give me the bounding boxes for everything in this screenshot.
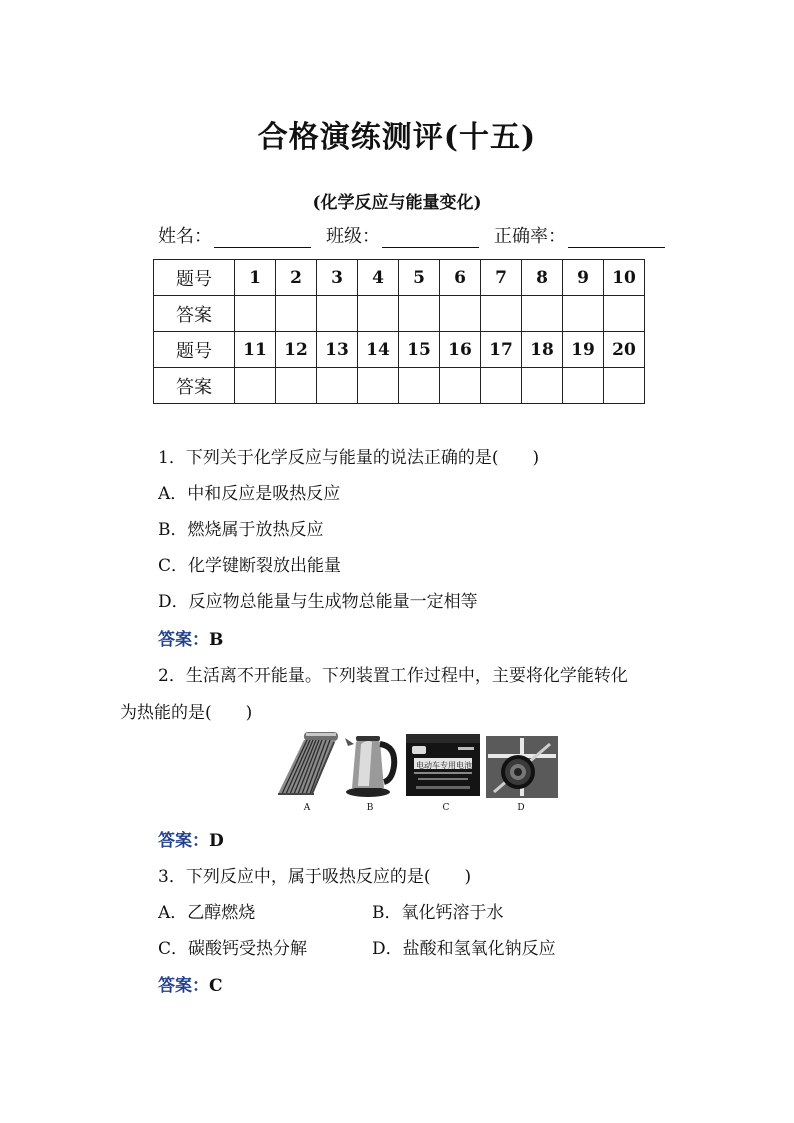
question-number: 10 [604,260,645,296]
answer-value: D [209,831,224,851]
answer-cell[interactable] [317,368,358,404]
question-number: 9 [563,260,604,296]
question-1-option-a[interactable]: A．中和反应是吸热反应 [158,484,341,504]
question-number: 5 [399,260,440,296]
question-1-option-c[interactable]: C．化学键断裂放出能量 [158,556,342,576]
answer-cell[interactable] [276,368,317,404]
answer-cell[interactable] [399,368,440,404]
row-label: 题号 [154,260,235,296]
rate-blank[interactable] [568,227,665,248]
question-number-row [154,332,645,368]
class-blank[interactable] [382,227,479,248]
answer-value: B [209,630,224,650]
question-1-option-b[interactable]: B．燃烧属于放热反应 [158,520,324,540]
question-3-option-c[interactable]: C．碳酸钙受热分解 [158,939,308,959]
answer-cell[interactable] [358,368,399,404]
answer-label: 答案： [158,630,209,650]
question-2-figure [274,728,560,818]
row-label: 答案 [154,296,235,332]
figure-label-c: C [442,803,450,813]
question-number: 20 [604,332,645,368]
answer-cell[interactable] [358,296,399,332]
battery-label-text: 电动车专用电池 [416,761,472,770]
question-number: 14 [358,332,399,368]
name-blank[interactable] [214,227,311,248]
question-1-option-d[interactable]: D．反应物总能量与生成物总能量一定相等 [158,592,478,612]
name-field[interactable] [158,222,311,248]
name-label: 姓名： [158,226,212,247]
question-3-option-d[interactable]: D．盐酸和氢氧化钠反应 [372,939,556,959]
question-3-option-b[interactable]: B．氧化钙溶于水 [372,903,504,923]
question-number: 6 [440,260,481,296]
answer-cell[interactable] [481,368,522,404]
question-number: 16 [440,332,481,368]
answer-cell[interactable] [563,368,604,404]
answer-cell[interactable] [522,368,563,404]
answer-cell[interactable] [522,296,563,332]
answer-cell[interactable] [440,368,481,404]
answer-value: C [209,976,223,996]
question-number: 2 [276,260,317,296]
question-2-answer [158,826,224,851]
question-3-option-a[interactable]: A．乙醇燃烧 [158,903,256,923]
answer-cell[interactable] [604,296,645,332]
answer-cell[interactable] [440,296,481,332]
figure-label-b: B [366,803,374,813]
rate-label: 正确率： [494,226,566,247]
answer-cell[interactable] [481,296,522,332]
answer-cell[interactable] [235,368,276,404]
page-title: 合格演练测评(十五) [257,120,537,155]
question-2-stem-line2: 为热能的是( ) [120,703,253,723]
answer-row [154,296,645,332]
question-number: 19 [563,332,604,368]
answer-cell[interactable] [563,296,604,332]
figure-label-a: A [303,803,311,813]
question-number: 7 [481,260,522,296]
row-label: 题号 [154,332,235,368]
question-number: 12 [276,332,317,368]
question-number: 17 [481,332,522,368]
answer-label: 答案： [158,976,209,996]
solar-heater-image [274,728,340,800]
question-number-row [154,260,645,296]
row-label: 答案 [154,368,235,404]
question-2-stem-line1: 2．生活离不开能量。下列装置工作过程中，主要将化学能转化 [158,666,628,686]
question-number: 11 [235,332,276,368]
question-3-stem: 3．下列反应中，属于吸热反应的是( ) [158,867,472,887]
question-1-answer [158,625,223,650]
question-number: 18 [522,332,563,368]
question-number: 8 [522,260,563,296]
question-number: 4 [358,260,399,296]
question-number: 3 [317,260,358,296]
answer-cell[interactable] [276,296,317,332]
figure-label-d: D [517,803,525,813]
answer-cell[interactable] [317,296,358,332]
answer-cell[interactable] [399,296,440,332]
rate-field[interactable] [494,222,665,248]
answer-cell[interactable] [604,368,645,404]
class-label: 班级： [326,226,380,247]
question-1-stem: 1．下列关于化学反应与能量的说法正确的是( ) [158,448,540,468]
question-number: 1 [235,260,276,296]
question-3-answer [158,971,223,996]
electric-kettle-image [342,728,398,800]
page-subtitle: (化学反应与能量变化) [312,193,482,213]
class-field[interactable] [326,222,479,248]
answer-cell[interactable] [235,296,276,332]
answer-table [153,259,645,404]
question-number: 13 [317,332,358,368]
question-number: 15 [399,332,440,368]
answer-row [154,368,645,404]
answer-label: 答案： [158,831,209,851]
gas-stove-image [486,736,558,798]
